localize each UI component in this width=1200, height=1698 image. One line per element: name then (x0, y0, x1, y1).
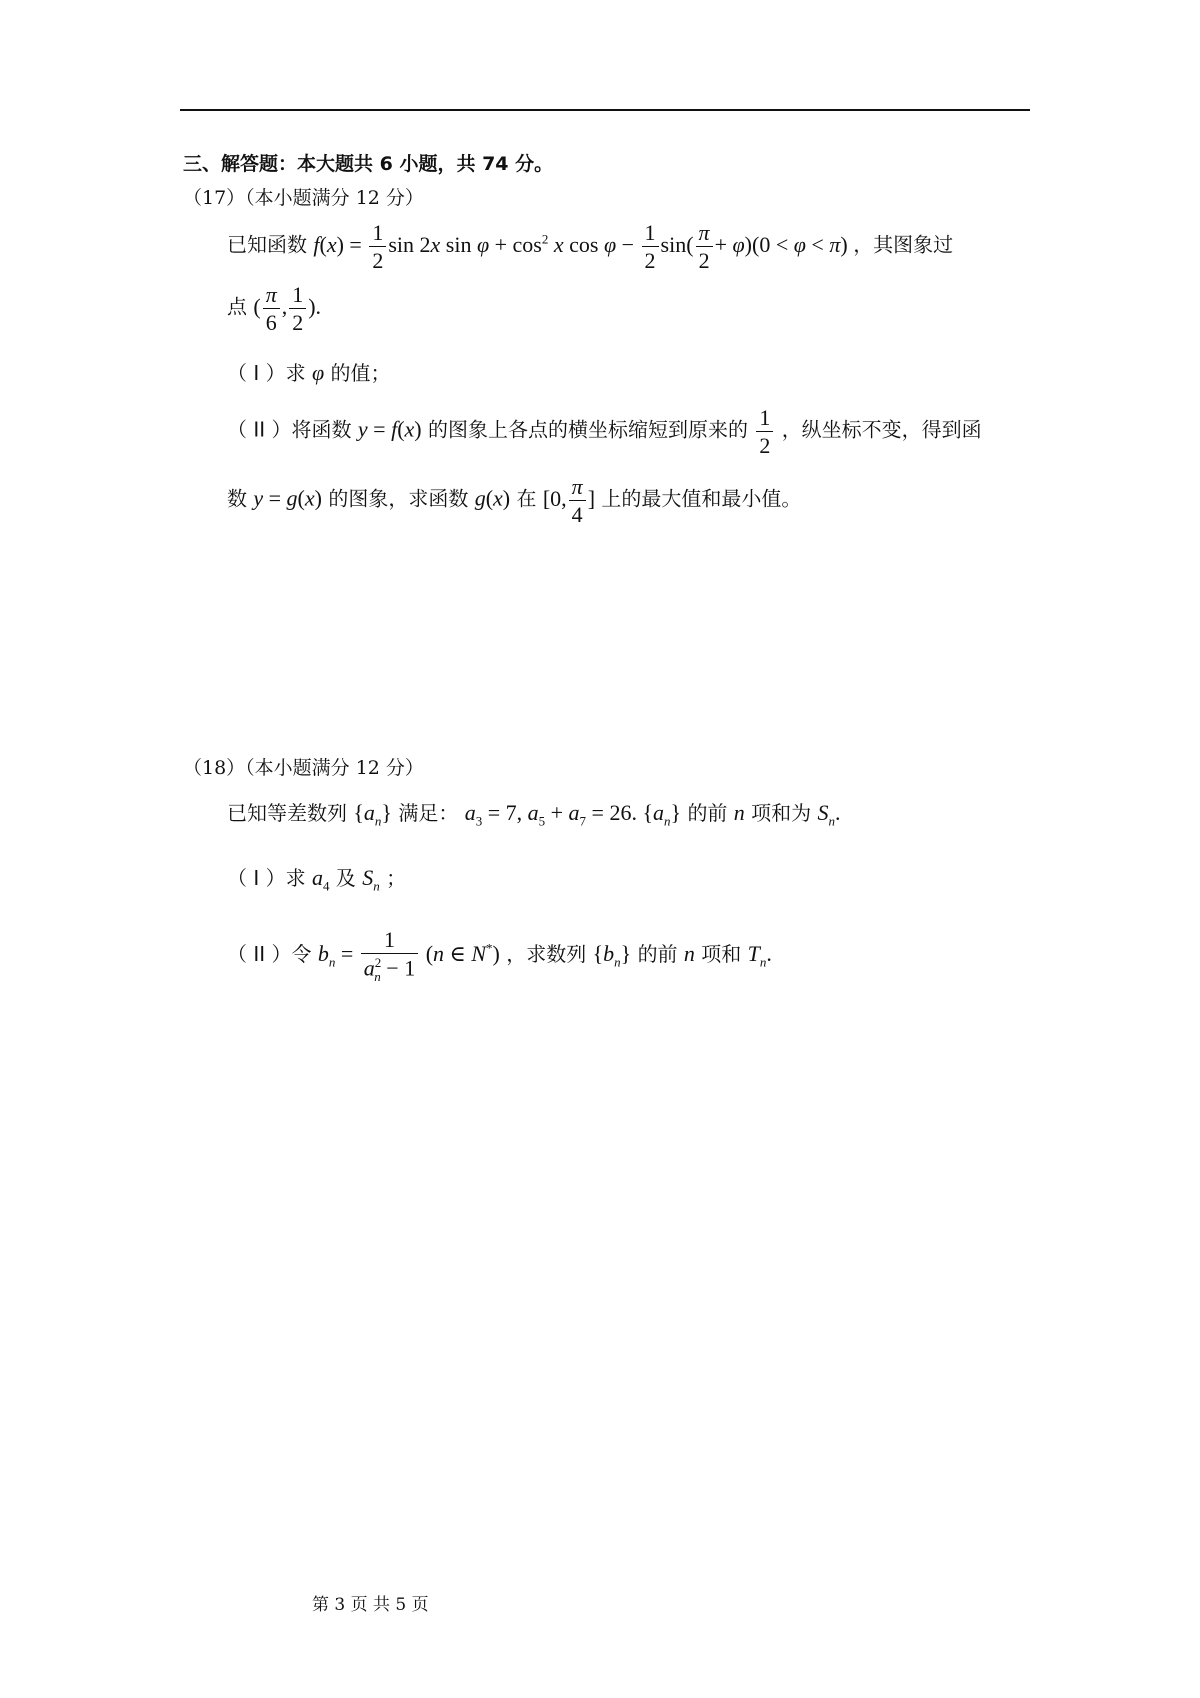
q18-sn-symbol: $S_n$. (817, 800, 841, 829)
q18-tn-symbol: $T_n$. (747, 940, 772, 970)
q18-header: （18）（本小题满分 12 分） (183, 757, 424, 779)
q17-part1 (227, 357, 391, 386)
q18-n-symbol: n (733, 800, 745, 825)
q18-part2 (227, 928, 772, 983)
fraction-pi-over-four: $\frac{\pi}{4}$ (569, 475, 586, 526)
q17-intro-line (227, 221, 953, 272)
q18-n-symbol-2: n (683, 940, 695, 966)
q18-sn-symbol-2: $S_n$ (362, 865, 380, 894)
q18-intro-prefix: 已知等差数列 (227, 801, 347, 825)
q17-part2-mid: 的图象上各点的横坐标缩短到原来的 (427, 417, 748, 442)
header-rule (180, 109, 1030, 111)
fraction-pi-over-six: $\frac{\pi}{6}$ (263, 283, 280, 334)
fraction-one-half: $\frac{1}{2}$ (642, 221, 659, 272)
fraction-one-half: $\frac{1}{2}$ (369, 221, 386, 272)
q18-part1-label: （ I ）求 (227, 866, 306, 890)
q17-function-formula: f(x) = $\frac{1}{2}$ sin 2x $\sin \varphi + \cos^2 x$ cos φ − $\frac{1}{2}$ sin( $\frac{\pi}{2}$ + φ)(0 < φ < π) (313, 220, 854, 274)
q17-g-of-x: g(x) (474, 485, 511, 511)
q17-header: （17）（本小题满分 12 分） (183, 187, 424, 209)
fraction-bn: $\frac{1}{a^2_n - 1}$ (361, 928, 418, 983)
q17-part2b-prefix: 数 (227, 486, 247, 511)
q18-part1-suffix: ； (386, 866, 407, 890)
q17-y-equals-g: y = g(x) (253, 485, 322, 511)
q18-part2-mid2: 的前 (637, 941, 678, 966)
q18-part2-mid: ，求数列 (506, 941, 587, 966)
q18-part1-mid: 及 (335, 866, 356, 890)
q17-part2-label: （ II ）将函数 (227, 417, 352, 442)
q18-sequence-bn: $\{b_n\}$ (592, 940, 632, 970)
q18-intro-mid2: 的前 (687, 801, 728, 825)
q18-part2-label: （ II ）令 (227, 941, 312, 966)
q17-phi-symbol: φ (311, 360, 325, 385)
q17-intro-suffix: ，其图象过 (853, 232, 954, 257)
q18-part2-mid3: 项和 (701, 941, 742, 966)
q17-part1-suffix: 的值； (330, 361, 391, 385)
q17-part2-suffix: ，纵坐标不变，得到函 (781, 417, 982, 442)
q17-point-formula: ( $\frac{\pi}{6}$ , $\frac{1}{2}$ ). (253, 282, 322, 336)
page-footer: 第 3 页 共 5 页 (312, 1595, 429, 1615)
q18-sequence-an: $\{a_n\}$ (353, 800, 392, 829)
q17-part2-line2 (227, 475, 801, 526)
q18-part1 (227, 862, 406, 894)
q17-scale-fraction (754, 405, 775, 459)
q18-intro-mid3: 项和为 (751, 801, 812, 825)
q17-point-prefix: 点 (227, 294, 247, 319)
q17-part2b-mid2: 在 (516, 486, 537, 511)
q18-intro-mid1: 满足： (398, 801, 459, 825)
q17-point-line (227, 283, 321, 334)
fraction-one-half: $\frac{1}{2}$ (289, 283, 306, 334)
q18-intro-line (227, 797, 841, 829)
q17-interval: [0, $\frac{\pi}{4}$ ] (542, 474, 596, 528)
section-heading: 三、解答题：本大题共 6 小题，共 74 分。 (183, 153, 554, 175)
fraction-one-half: $\frac{1}{2}$ (756, 406, 773, 457)
q18-bn-definition: $b_n$ = $\frac{1}{a^2_n - 1}$ (n ∈ N*) (317, 927, 500, 984)
q17-y-equals-f: y = f(x) (357, 416, 422, 442)
q17-intro-prefix: 已知函数 (227, 232, 307, 257)
q17-part2-line1 (227, 406, 982, 457)
q17-part1-label: （ I ）求 (227, 361, 306, 385)
fraction-pi-over-two: $\frac{\pi}{2}$ (696, 221, 713, 272)
q17-part2b-suffix: 上的最大值和最小值。 (601, 486, 802, 511)
q17-part2b-mid1: 的图象，求函数 (328, 486, 469, 511)
q18-conditions: $a_3 = 7$, $a_5 + a_7 = 26$. $\{a_n\}$ (464, 800, 682, 829)
q18-a4-symbol: $a_4$ (311, 865, 330, 894)
